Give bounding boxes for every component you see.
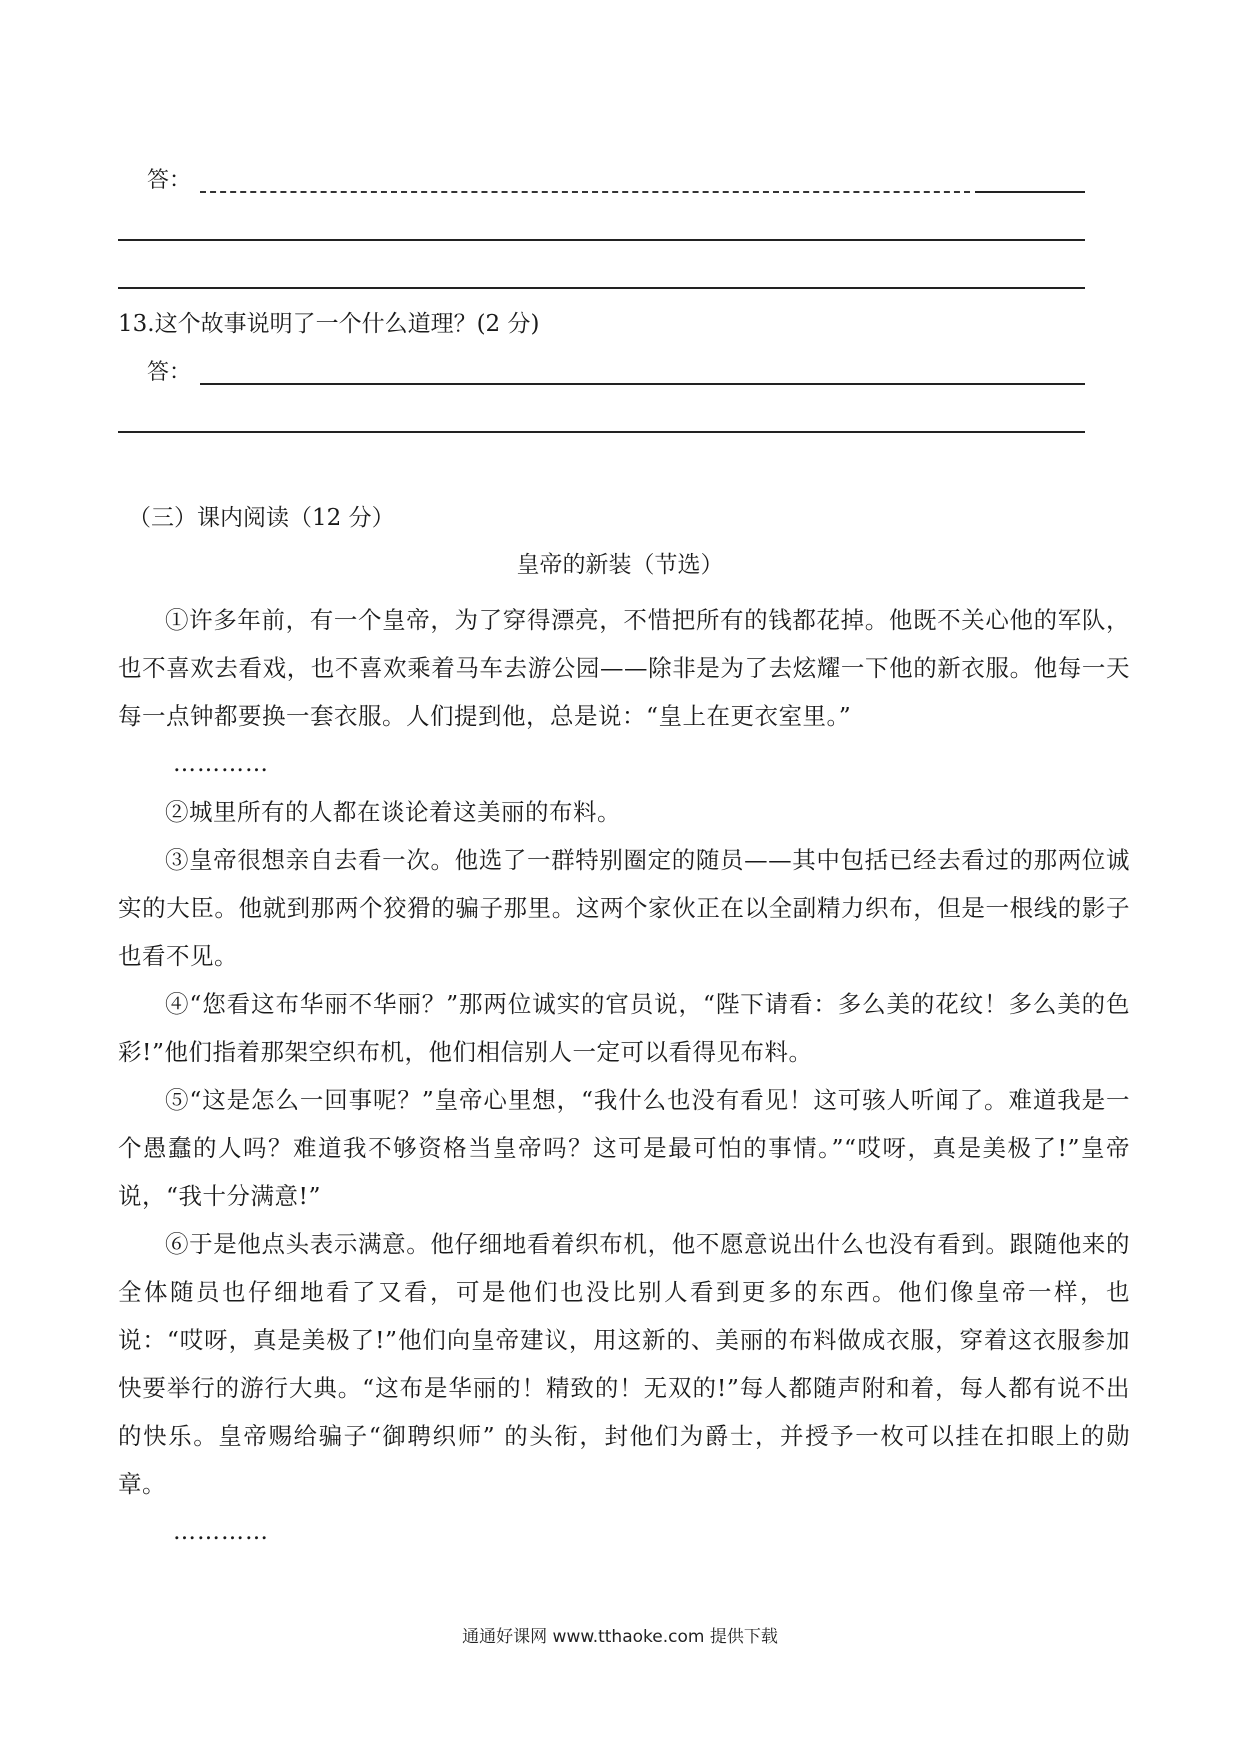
ellipsis-1: ………… [173, 751, 269, 777]
paragraph-6: ⑥于是他点头表示满意。他仔细地看着织布机，他不愿意说出什么也没有看到。跟随他来的全体随员也仔细地看了又看，可是他们也没比别人看到更多的东西。他们像皇帝一样，也说：“哎呀，真是美极了!”他们向皇帝建议，用这新的、美丽的布料做成衣服，穿着这衣服参加快要举行的游行大典。“这布是华丽的！精致的！无双的!”每人都随声附和着，每人都有说不出的快乐。皇帝赐给骗子“御聘织师” 的头衔，封他们为爵士，并授予一枚可以挂在扣眼上的勋章。 [118, 1230, 1130, 1498]
q12-answer-label: 答： [147, 168, 192, 193]
page-footer: 通通好课网 www.tthaoke.com 提供下载 [462, 1627, 778, 1647]
q12-answer-line-1[interactable] [200, 191, 970, 193]
q13-question: 13.这个故事说明了一个什么道理？(2 分) [118, 311, 540, 337]
ellipsis-2: ………… [173, 1519, 269, 1545]
q12-answer-line-2[interactable] [118, 239, 1085, 241]
paragraph-2: ②城里所有的人都在谈论着这美丽的布料。 [165, 798, 621, 826]
section-title: （三）课内阅读（12 分） [128, 505, 395, 531]
paragraph-3: ③皇帝很想亲自去看一次。他选了一群特别圈定的随员——其中包括已经去看过的那两位诚实的大臣。他就到那两个狡猾的骗子那里。这两个家伙正在以全副精力织布，但是一根线的影子也看不见。 [118, 846, 1130, 970]
q12-answer-line-1-end [975, 191, 1085, 193]
paragraph-4: ④“您看这布华丽不华丽？”那两位诚实的官员说，“陛下请看：多么美的花纹！多么美的色彩!”他们指着那架空织布机，他们相信别人一定可以看得见布料。 [118, 990, 1130, 1066]
q13-answer-line-2[interactable] [118, 431, 1085, 433]
paragraph-1: ①许多年前，有一个皇帝，为了穿得漂亮，不惜把所有的钱都花掉。他既不关心他的军队，也不喜欢去看戏，也不喜欢乘着马车去游公园——除非是为了去炫耀一下他的新衣服。他每一天每一点钟都要换一套衣服。人们提到他，总是说：“皇上在更衣室里。” [118, 606, 1130, 730]
passage-body [118, 596, 1130, 1556]
passage-title: 皇帝的新装（节选） [516, 552, 724, 578]
q13-answer-label: 答： [147, 360, 192, 385]
q12-answer-line-3[interactable] [118, 287, 1085, 289]
paragraph-5: ⑤“这是怎么一回事呢？”皇帝心里想，“我什么也没有看见！这可骇人听闻了。难道我是一个愚蠢的人吗？难道我不够资格当皇帝吗？这可是最可怕的事情。”“哎呀，真是美极了!”皇帝说，“我十分满意!” [118, 1086, 1130, 1210]
q13-answer-line-1[interactable] [200, 383, 1085, 385]
